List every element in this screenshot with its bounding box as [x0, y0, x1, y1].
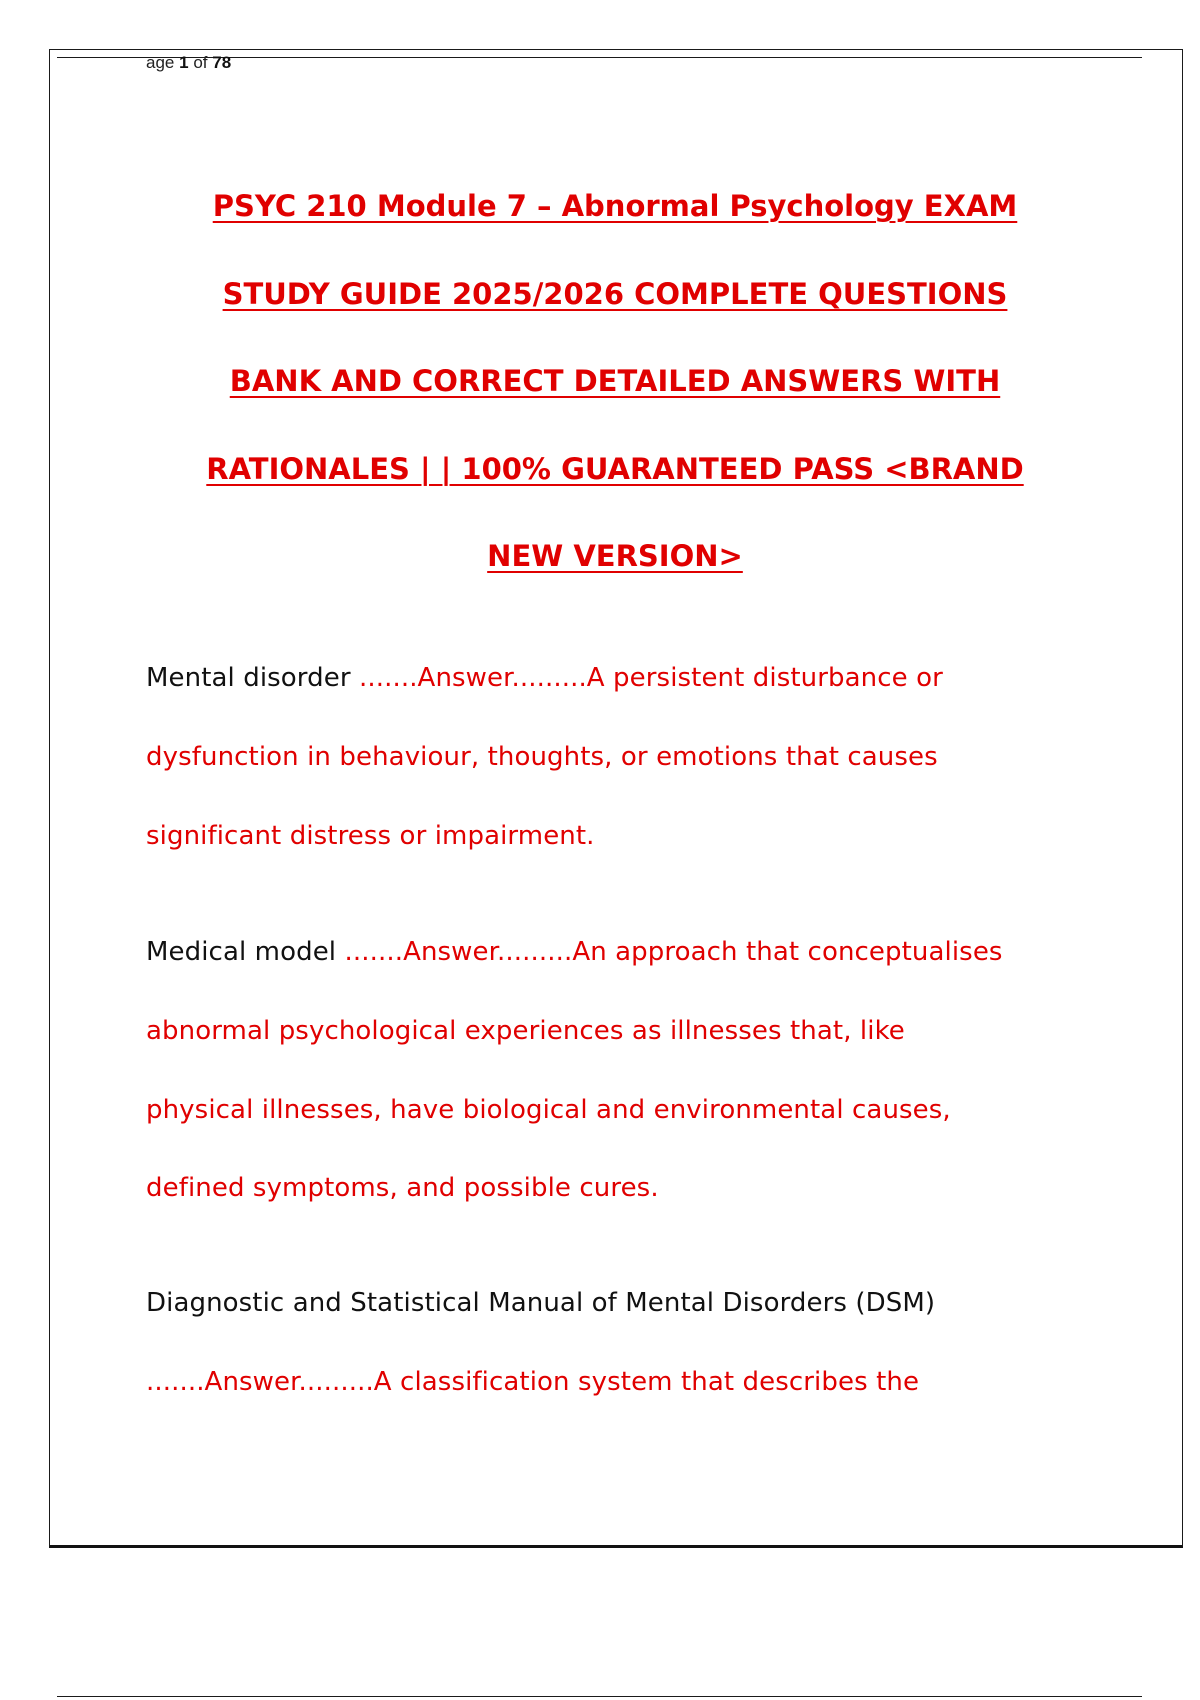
page-number-of: of	[193, 53, 208, 72]
page-number-current: 1	[179, 53, 189, 72]
entry-answer-line: abnormal psychological experiences as illnesses that, like	[146, 1016, 905, 1046]
entry-answer-line: significant distress or impairment.	[146, 821, 595, 851]
entry-answer-line: .......Answer.........A classification system that describes the	[146, 1367, 920, 1397]
page-number	[146, 52, 231, 74]
entry-term: Mental disorder	[146, 663, 351, 693]
document-title-line-3: BANK AND CORRECT DETAILED ANSWERS WITH	[229, 364, 1001, 398]
document-title-line-5: NEW VERSION>	[487, 539, 743, 573]
entry-answer: .......Answer.........An approach that conceptualises	[344, 937, 1003, 967]
entry-dsm-term: Diagnostic and Statistical Manual of Mental Disorders (DSM)	[146, 1288, 936, 1318]
entry-term: Medical model	[146, 937, 337, 967]
entry-mental-disorder	[146, 660, 943, 696]
next-page-rule	[57, 1696, 1142, 1697]
document-title-line-2: STUDY GUIDE 2025/2026 COMPLETE QUESTIONS	[222, 277, 1008, 311]
entry-answer: .......Answer.........A persistent disturbance or	[359, 663, 943, 693]
entry-medical-model	[146, 934, 1003, 970]
page-number-prefix: age	[146, 53, 175, 72]
page-number-total: 78	[212, 53, 232, 72]
entry-answer-line: dysfunction in behaviour, thoughts, or emotions that causes	[146, 742, 938, 772]
document-title-line-1: PSYC 210 Module 7 – Abnormal Psychology EXAM	[212, 189, 1018, 223]
entry-answer-line: defined symptoms, and possible cures.	[146, 1173, 659, 1203]
document-title-line-4: RATIONALES | | 100% GUARANTEED PASS <BRAND	[206, 452, 1024, 486]
entry-answer-line: physical illnesses, have biological and environmental causes,	[146, 1095, 951, 1125]
